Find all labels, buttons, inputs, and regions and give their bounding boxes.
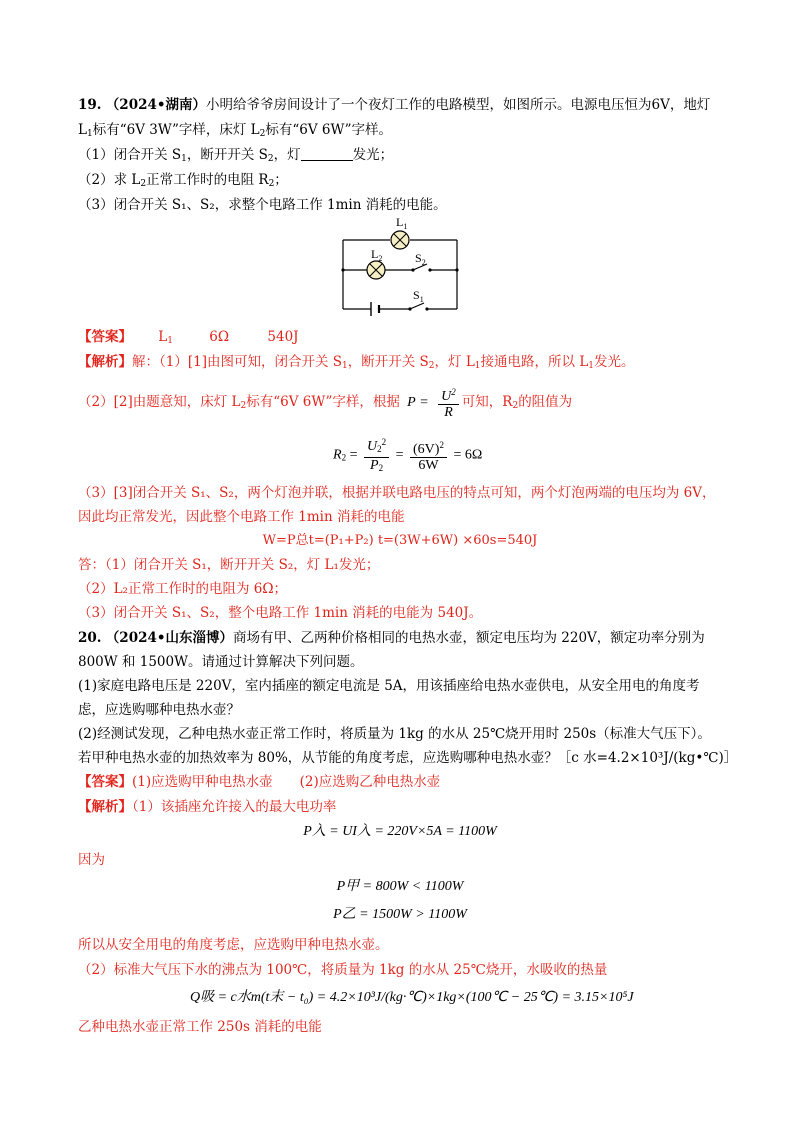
- q19-p2a: （2）求 L: [78, 172, 141, 188]
- q20-because: 因为: [78, 852, 105, 868]
- a1-sub1: 1: [342, 361, 348, 371]
- eq-frac-2: [410, 438, 447, 473]
- eq-lhs: R: [333, 447, 342, 463]
- answer-tag: 【答案】: [78, 329, 132, 345]
- q20-a1: （1）该插座允许接入的最大电功率: [132, 799, 337, 815]
- eq-lhs-sub: 2: [341, 452, 347, 463]
- q19-analysis-3b: 因此均正常发光，因此整个电路工作 1min 消耗的电能: [78, 509, 405, 525]
- q19-l2-sub: 2: [259, 129, 266, 139]
- q19-p2c: ；: [274, 172, 288, 188]
- label-s1: $S_1$: [413, 288, 424, 304]
- a2d: 的阻值为: [518, 394, 573, 410]
- q20-number: 20.: [78, 630, 102, 646]
- a2-sub2: 2: [512, 401, 519, 411]
- q20-part1b: 虑，应选购哪种电热水壶？: [78, 702, 240, 718]
- q19-final-3: （3）闭合开关 S₁、S₂，整个电路工作 1min 消耗的电能为 540J。: [78, 605, 483, 621]
- eq-num1-sup: 2: [381, 437, 387, 447]
- answer-2: 6Ω: [209, 329, 230, 345]
- q19-eq-r2: $R_2$ = $\frac{U_2^2}{P_2}$ = $\frac{(6V)^2}{6W}$ = 6Ω: [333, 435, 482, 476]
- q19-p2-sub2: 2: [268, 179, 275, 189]
- a1-sub4: 1: [588, 361, 595, 371]
- answer-1: L: [158, 329, 168, 345]
- answer-blank[interactable]: [301, 146, 353, 161]
- q19-p1b: ，断开开关 S: [186, 147, 268, 163]
- q19-p1a: （1）闭合开关 S: [78, 147, 182, 163]
- q19-analysis-3eq: W=P总t=(P₁+P₂) t=(3W+6W) ×60s=540J: [262, 533, 538, 548]
- eq-num1-sub: 2: [377, 444, 382, 454]
- q19-stem-2b: 标有“6V 6W”字样。: [265, 122, 392, 138]
- a1c: ，灯 L: [434, 354, 475, 370]
- eq-den1-sub: 2: [378, 463, 384, 473]
- label-l1: $L_1$: [396, 215, 408, 231]
- q19-line1: [78, 95, 710, 115]
- q20-analysis-1: [78, 797, 336, 817]
- q19-p1-sub1: 1: [181, 154, 187, 164]
- label-l2: $L_2$: [371, 247, 383, 263]
- q19-analysis-1: [78, 352, 635, 376]
- q20-part1a: (1)家庭电路电压是 220V，室内插座的额定电流是 5A，用该插座给电热水壶供电，从安全用电的角度考: [78, 678, 700, 694]
- q19-p1c: ，灯: [273, 147, 301, 163]
- q20-conclusion: 所以从安全用电的角度考虑，应选购甲种电热水壶。: [78, 937, 389, 953]
- q19-source: （2024•湖南）: [105, 97, 206, 113]
- q20-answer: [78, 772, 440, 792]
- q19-number: 19.: [78, 97, 102, 113]
- a2b: 标有“6V 6W”字样，根据: [246, 394, 400, 410]
- eq-num2-sup: 2: [439, 440, 444, 450]
- q19-final-2: （2）L₂正常工作时的电阻为 6Ω；: [78, 581, 288, 597]
- q19-p1-sub2: 2: [267, 154, 274, 164]
- q19-line2: [78, 120, 392, 144]
- q20-eq3: P乙 = 1500W > 1100W: [333, 907, 467, 922]
- eq-den1: P: [370, 458, 379, 473]
- power-formula: P =: [407, 394, 433, 410]
- analysis-tag: 【解析】: [78, 354, 132, 370]
- q20-eq2: P甲 = 800W < 1100W: [336, 879, 464, 894]
- q19-stem-2: 标有“6V 3W”字样，床灯 L: [92, 122, 260, 138]
- power-formula-frac: $\frac{U^2}{R}$: [438, 385, 459, 420]
- q19-l1: L: [78, 122, 87, 138]
- q20-part2a: (2)经测试发现，乙种电热水壶正常工作时，将质量为 1kg 的水从 25℃烧开用时 250s（标准大气压下）。: [78, 726, 711, 742]
- eq-den2: 6W: [418, 458, 439, 473]
- a2a: （2）[2]由题意知，床灯 L: [78, 394, 241, 410]
- eq-frac-1: [364, 435, 389, 476]
- q19-part1: [78, 145, 393, 169]
- q19-answer: [78, 327, 299, 351]
- q19-analysis-3a: （3）[3]闭合开关 S₁、S₂，两个灯泡并联，根据并联电路电压的特点可知，两个灯泡两端的电压均为 6V，: [78, 485, 716, 501]
- q20-answer-text: (1)应选购甲种电热水壶 (2)应选购乙种电热水壶: [132, 774, 441, 790]
- q20-source: （2024•山东淄博）: [105, 630, 233, 646]
- q19-part2: [78, 170, 288, 194]
- q19-analysis-2: [78, 385, 572, 423]
- eq-rhs: 6Ω: [464, 447, 483, 463]
- q20-analysis-tag: 【解析】: [78, 799, 132, 815]
- q20-eq4: Q吸 = c水m(t末 − t₀) = 4.2×10³J/(kg·℃)×1kg×(100℃ − 25℃) = 3.15×10⁵J: [190, 990, 634, 1005]
- answer-1-sub: 1: [167, 336, 173, 346]
- q19-p2-sub: 2: [140, 179, 147, 189]
- q19-part3: （3）闭合开关 S₁、S₂，求整个电路工作 1min 消耗的电能。: [78, 197, 447, 213]
- q19-l1-sub: 1: [86, 129, 93, 139]
- lamp-l2-icon: [367, 261, 385, 279]
- a1b: ，断开开关 S: [347, 354, 429, 370]
- q20-line2: 800W 和 1500W。请通过计算解决下列问题。: [78, 654, 364, 670]
- q20-eq1: P入 = UI入 = 220V×5A = 1100W: [303, 824, 497, 839]
- a1e: 发光。: [594, 354, 635, 370]
- q19-p2b: 正常工作时的电阻 R: [146, 172, 269, 188]
- lamp-l1-icon: [391, 231, 409, 249]
- q20-analysis-2: （2）标准大气压下水的沸点为 100℃，将质量为 1kg 的水从 25℃烧开，水吸收的热量: [78, 962, 608, 978]
- a1-sub3: 1: [474, 361, 481, 371]
- a2-sub: 2: [240, 401, 247, 411]
- eq-num1: U: [366, 439, 378, 454]
- a1a: 解：（1）[1]由图可知，闭合开关 S: [132, 354, 343, 370]
- q20-answer-tag: 【答案】: [78, 774, 132, 790]
- q20-stem-1: 商场有甲、乙两种价格相同的电热水壶，额定电压均为 220V，额定功率分别为: [233, 630, 705, 646]
- q20-part2b: 若甲种电热水壶的加热效率为 80%，从节能的角度考虑，应选购哪种电热水壶？［c 水=4.2×10³J/(kg•℃)］: [78, 750, 738, 766]
- a1d: 接通电路，所以 L: [480, 354, 589, 370]
- q19-stem-1: 小明给爷爷房间设计了一个夜灯工作的电路模型，如图所示。电源电压恒为6V，地灯: [206, 97, 711, 113]
- eq-num2: (6V): [413, 442, 440, 457]
- q19-final-1: 答：（1）闭合开关 S₁，断开开关 S₂，灯 L₁发光；: [78, 557, 380, 573]
- answer-3: 540J: [267, 329, 299, 345]
- q20-line1: [78, 628, 705, 648]
- a1-sub2: 2: [428, 361, 435, 371]
- q20-last: 乙种电热水壶正常工作 250s 消耗的电能: [78, 1019, 322, 1035]
- label-s2: $S_2$: [415, 251, 426, 267]
- q19-p1d: 发光；: [352, 147, 394, 163]
- circuit-diagram: [335, 212, 465, 322]
- a2c: 可知，R: [461, 394, 513, 410]
